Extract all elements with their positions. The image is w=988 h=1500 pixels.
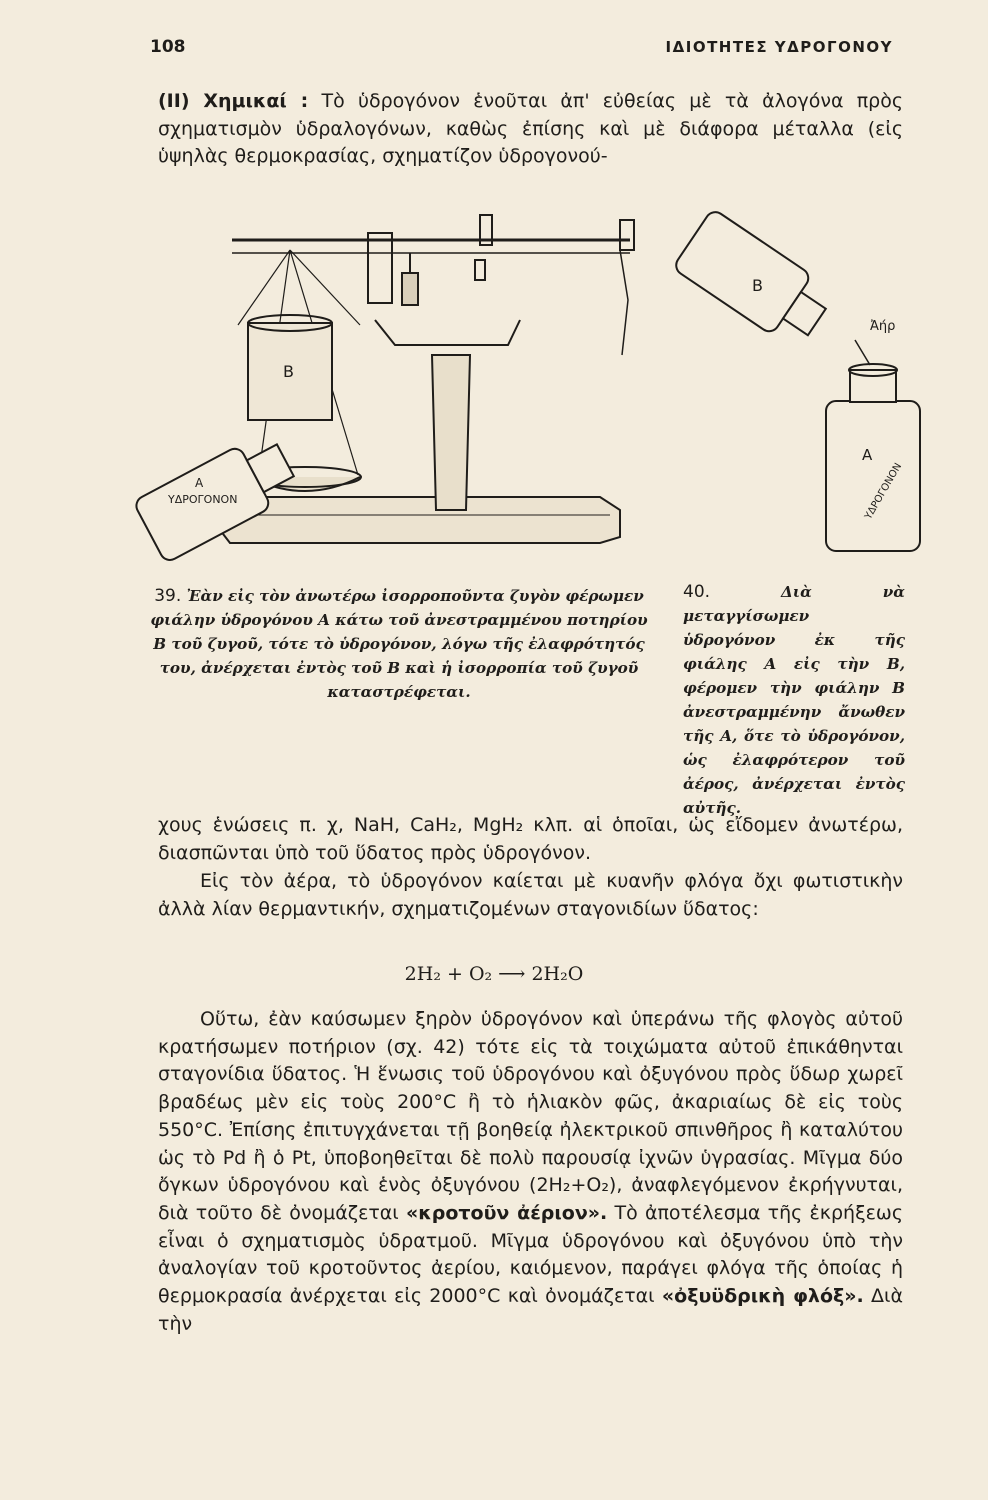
figure-illustration (120, 205, 935, 570)
term-krotoun-aerion: «κροτοῦν ἀέριον». (405, 1201, 608, 1224)
beam-support (368, 233, 392, 303)
label-vessel-b: Β (283, 362, 294, 381)
body-paragraph-3 (158, 1006, 903, 1338)
page-number: 108 (150, 37, 186, 57)
figure-40-caption (683, 580, 905, 820)
page-header (150, 34, 893, 60)
label-flask-a-word: ΥΔΡΟΓΟΝΟΝ (168, 493, 238, 506)
label-flask-a-letter: Α (195, 476, 204, 490)
body-paragraph-1: χους ἑνώσεις π. χ, NaH, CaH₂, MgH₂ κλπ. αἱ ὁποῖαι, ὡς εἴδομεν ἀνωτέρω, διασπῶνται ὑπὸ τοῦ ὕδατος πρὸς ὑδρογόνον. (158, 814, 903, 864)
section-heading: (II) Χημικαί : (158, 90, 309, 112)
balance-cradle (375, 320, 520, 345)
figure-39-text: Ἐὰν εἰς τὸν ἀνωτέρω ἰσορροποῦντα ζυγὸν φέρωμεν φιάλην ὑδρογόνου Α κάτω τοῦ ἀνεστραμμένου ποτηρίου Β τοῦ ζυγοῦ, τότε τὸ ὑδρογόνον, λόγω τῆς ἐλαφρότητός του, ἀνέρχεται ἐντὸς τοῦ Β καὶ ἡ ἰσορροπία τοῦ ζυγοῦ καταστρέφεται. (150, 587, 648, 701)
air-arrow (855, 340, 870, 365)
counterweight (402, 273, 418, 305)
paragraph-3-part-3: Διὰ τὴν (158, 1285, 903, 1335)
label-flask-b-right: Β (752, 276, 763, 295)
paragraph-3-part-1: Οὕτω, ἐὰν καύσωμεν ξηρὸν ὑδρογόνον καὶ ὑπεράνω τῆς φλογὸς αὐτοῦ κρατήσωμεν ποτήριον (σχ. 42) τότε εἰς τὰ τοιχώματα αὐτοῦ ἐπικάθηνται σταγονίδια ὕδατος. Ἡ ἕνωσις τοῦ ὑδρογόνου καὶ ὀξυγόνου πρὸς ὕδωρ χωρεῖ βραδέως μὲν εἰς τοὺς 200°C ἢ τὸ ἡλιακὸν φῶς, ἀκαριαίως δὲ εἰς τοὺς 550°C. Ἐπίσης ἐπιτυγχάνεται τῇ βοηθείᾳ ἠλεκτρικοῦ σπινθῆρος ἢ καταλύτου ὡς τὸ Pd ἢ ὁ Pt, ὑποβοηθεῖται δὲ πολὺ παρουσίᾳ ἰχνῶν ὑγρασίας. Μῖγμα δύο ὄγκων ὑδρογόνου καὶ ἑνὸς ὀξυγόνου (2H₂+O₂), ἀναφλεγόμενον ἐκρήγνυται, διὰ τοῦτο δὲ ὀνομάζεται (158, 1008, 903, 1224)
running-title: ΙΔΙΟΤΗΤΕΣ ΥΔΡΟΓΟΝΟΥ (665, 38, 893, 56)
combustion-equation: 2H₂ + O₂ ⟶ 2H₂O (404, 963, 584, 985)
flask-a-right (826, 364, 920, 551)
balance-base (220, 497, 620, 543)
term-oxyhydric-flame: «ὀξυϋδρικὴ φλόξ». (661, 1285, 864, 1308)
figure-40-number: 40. (683, 582, 711, 602)
paragraph-3-part-2: Τὸ ἀποτέλεσμα τῆς ἐκρήξεως εἶναι ὁ σχηματισμὸς ὑδρατμοῦ. Μῖγμα ὑδρογόνου καὶ ὀξυγόνου ὑπὸ τὴν ἀναλογίαν τοῦ κροτοῦντος ἀερίου, καιόμενον, παράγει φλόγα τῆς ὁποίας ἡ θερμοκρασία ἀνέρχεται εἰς 2000°C καὶ ὀνομάζεται (158, 1201, 903, 1308)
balance-pillar (432, 355, 470, 510)
label-air: Ἀήρ (870, 319, 896, 334)
body-paragraph-2: Εἰς τὸν ἀέρα, τὸ ὑδρογόνον καίεται μὲ κυανῆν φλόγα ὄχι φωτιστικὴν ἀλλὰ λίαν θερμαντικήν, σχηματιζομένων σταγονιδίων ὕδατος: (158, 870, 903, 920)
figure-39-number: 39. (154, 586, 182, 606)
label-flask-a-right-word: ΥΔΡΟΓΟΝΟΝ (863, 461, 905, 522)
intro-text: Τὸ ὑδρογόνον ἑνοῦται ἀπ' εὐθείας μὲ τὰ ἀλογόνα πρὸς σχηματισμὸν ὑδραλογόνων, καθὼς ἐπίσης καὶ μὲ διάφορα μέταλλα (εἰς ὑψηλὰς θερμοκρασίας, σχηματίζον ὑδρογονού- (158, 90, 903, 168)
figure-40-text: Διὰ νὰ μεταγγίσωμεν ὑδρογόνον ἐκ τῆς φιάλης Α εἰς τὴν Β, φέρομεν τὴν φιάλην Β ἀνεστραμμένην ἄνωθεν τῆς Α, ὅτε τὸ ὑδρογόνον, ὡς ἐλαφρότερον τοῦ ἀέρος, ἀνέρχεται ἐντὸς αὐτῆς. (683, 583, 905, 817)
label-flask-a-right-letter: Α (862, 446, 873, 464)
intro-paragraph (158, 88, 903, 171)
figure-39-caption (150, 584, 648, 704)
